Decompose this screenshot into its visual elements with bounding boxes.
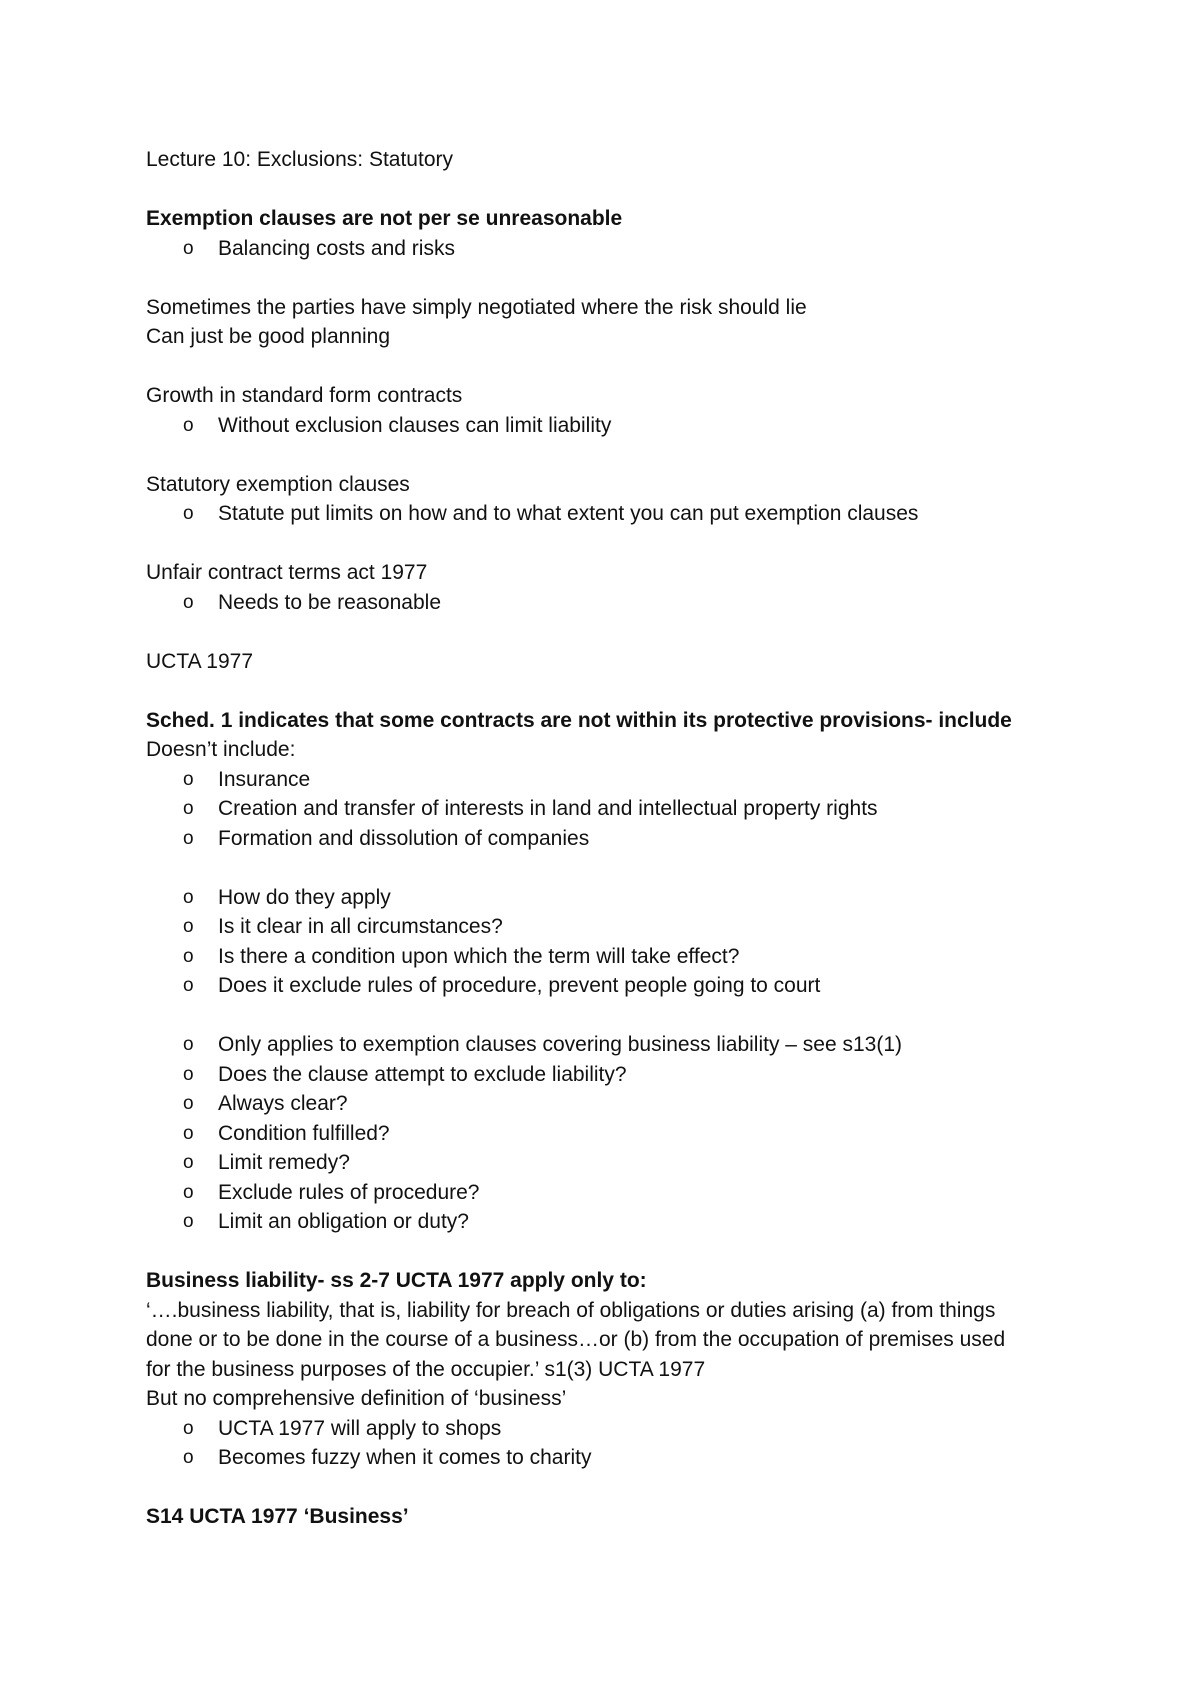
bullet-circle-icon: o	[183, 591, 194, 613]
text-line: But no comprehensive definition of ‘business’	[146, 1387, 567, 1410]
bullet-list	[146, 411, 1106, 441]
bullet-circle-icon: o	[183, 945, 194, 967]
text-line: Can just be good planning	[146, 325, 391, 348]
bullet-circle-icon: o	[183, 1034, 194, 1055]
list-item: o Is it clear in all circumstances?	[146, 912, 1106, 942]
bullet-list	[146, 1414, 1106, 1473]
bullet-circle-icon: o	[183, 916, 194, 937]
list-item: o Does it exclude rules of procedure, prevent people going to court	[146, 971, 1106, 1001]
text-line: Sometimes the parties have simply negotiated where the risk should lie	[146, 295, 807, 319]
list-item: o Creation and transfer of interests in land and intellectual property rights	[146, 794, 1106, 824]
bullet-circle-icon: o	[183, 975, 194, 996]
spacer	[146, 529, 1106, 559]
quote-line: done or to be done in the course of a business…or (b) from the occupation of premises used	[146, 1328, 1006, 1351]
bullet-circle-icon: o	[183, 1181, 194, 1203]
bullet-list	[146, 234, 1106, 264]
list-item: o Is there a condition upon which the term will take effect?	[146, 942, 1106, 972]
list-item: o Balancing costs and risks	[146, 234, 1106, 264]
spacer	[146, 352, 1106, 382]
bullet-circle-icon: o	[183, 1063, 194, 1085]
quote-line: for the business purposes of the occupier.’ s1(3) UCTA 1977	[146, 1357, 706, 1381]
bullet-circle-icon: o	[183, 1417, 194, 1439]
bullet-list	[146, 1030, 1106, 1237]
list-item: o Condition fulfilled?	[146, 1119, 1106, 1149]
quote-line: ‘….business liability, that is, liability for breach of obligations or duties arising (a) from things	[146, 1298, 996, 1322]
list-item: o UCTA 1977 will apply to shops	[146, 1414, 1106, 1444]
bullet-circle-icon: o	[183, 1447, 194, 1468]
list-item: o Exclude rules of procedure?	[146, 1178, 1106, 1208]
bullet-circle-icon: o	[183, 1093, 194, 1114]
list-item: o Needs to be reasonable	[146, 588, 1106, 618]
document-content	[146, 145, 1106, 1532]
spacer	[146, 1001, 1106, 1031]
section-heading: S14 UCTA 1977 ‘Business’	[146, 1505, 409, 1528]
spacer	[146, 1237, 1106, 1267]
bullet-circle-icon: o	[183, 503, 194, 524]
bullet-circle-icon: o	[183, 768, 194, 790]
spacer	[146, 1473, 1106, 1503]
section-heading: Exemption clauses are not per se unreasonable	[146, 207, 623, 230]
text-line: Doesn’t include:	[146, 738, 296, 761]
list-item: o Does the clause attempt to exclude liability?	[146, 1060, 1106, 1090]
section-heading: Unfair contract terms act 1977	[146, 561, 428, 584]
bullet-circle-icon: o	[183, 1211, 194, 1232]
bullet-list	[146, 499, 1106, 529]
list-item: o Limit an obligation or duty?	[146, 1207, 1106, 1237]
bullet-circle-icon: o	[183, 886, 194, 908]
bullet-circle-icon: o	[183, 1122, 194, 1144]
spacer	[146, 175, 1106, 205]
section-heading: Sched. 1 indicates that some contracts are not within its protective provisions- include	[146, 708, 1012, 732]
spacer	[146, 853, 1106, 883]
list-item: o Limit remedy?	[146, 1148, 1106, 1178]
section-heading: Business liability- ss 2-7 UCTA 1977 apply only to:	[146, 1269, 647, 1292]
list-item: o Insurance	[146, 765, 1106, 795]
list-item: o Becomes fuzzy when it comes to charity	[146, 1443, 1106, 1473]
list-item: o Only applies to exemption clauses covering business liability – see s13(1)	[146, 1030, 1106, 1060]
bullet-circle-icon: o	[183, 827, 194, 849]
spacer	[146, 676, 1106, 706]
bullet-list	[146, 883, 1106, 1001]
list-item: o Without exclusion clauses can limit liability	[146, 411, 1106, 441]
bullet-circle-icon: o	[183, 798, 194, 819]
spacer	[146, 440, 1106, 470]
section-heading: Growth in standard form contracts	[146, 384, 463, 407]
lecture-title: Lecture 10: Exclusions: Statutory	[146, 148, 453, 171]
section-heading: Statutory exemption clauses	[146, 472, 410, 496]
bullet-circle-icon: o	[183, 1152, 194, 1173]
bullet-list	[146, 765, 1106, 854]
list-item: o Statute put limits on how and to what extent you can put exemption clauses	[146, 499, 1106, 529]
list-item: o How do they apply	[146, 883, 1106, 913]
list-item: o Formation and dissolution of companies	[146, 824, 1106, 854]
bullet-circle-icon: o	[183, 414, 194, 436]
section-heading: UCTA 1977	[146, 649, 253, 673]
bullet-circle-icon: o	[183, 237, 194, 259]
spacer	[146, 617, 1106, 647]
list-item: o Always clear?	[146, 1089, 1106, 1119]
bullet-list	[146, 588, 1106, 618]
spacer	[146, 263, 1106, 293]
